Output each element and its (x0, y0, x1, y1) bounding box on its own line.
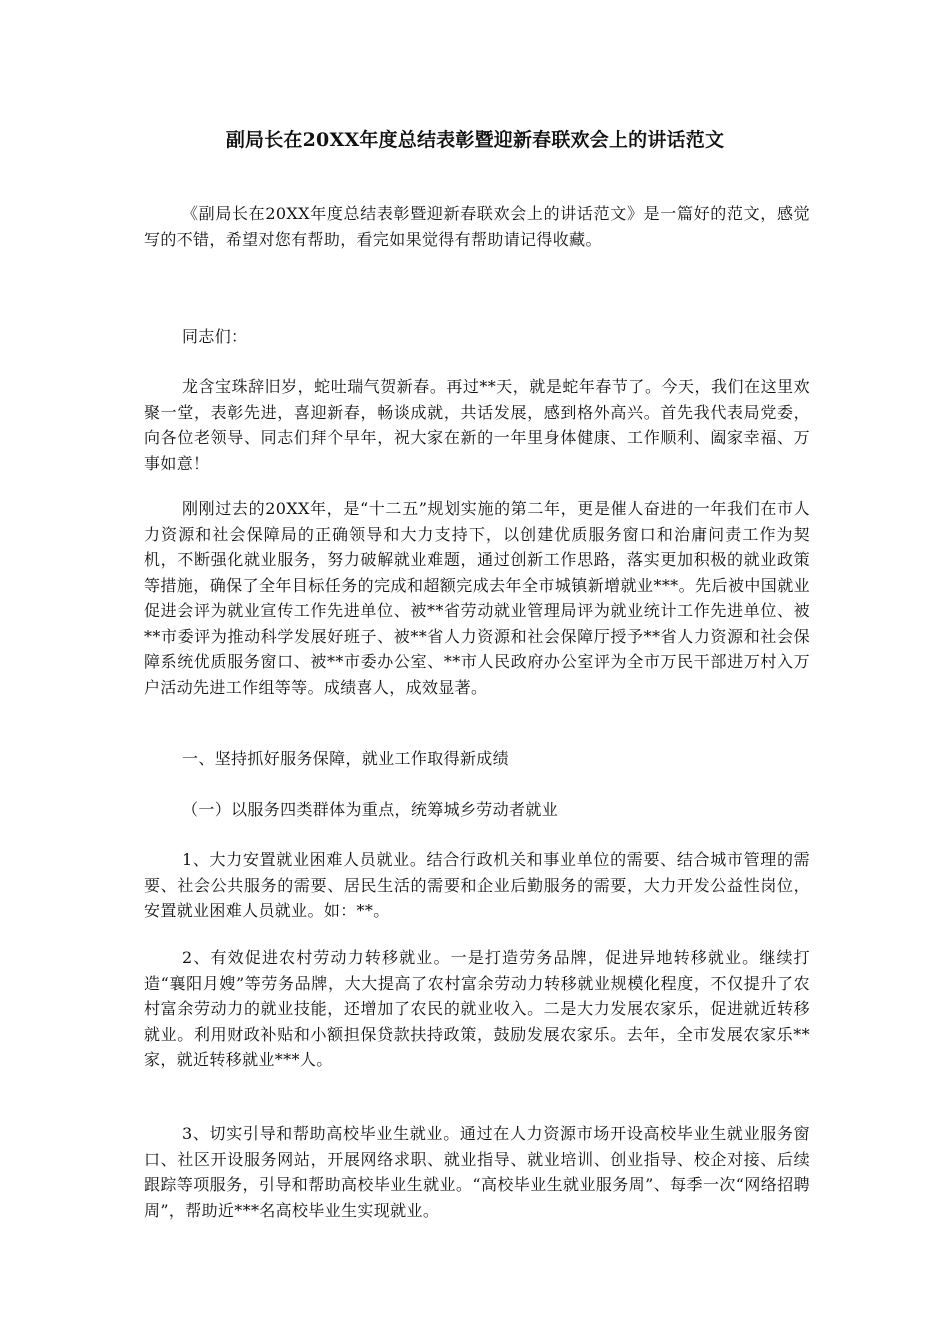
body-paragraph: 1、大力安置就业困难人员就业。结合行政机关和事业单位的需要、结合城市管理的需要、社会公共服务的需要、居民生活的需要和企业后勤服务的需要，大力开发公益性岗位，安置就业困难人员就业。如：**。 (144, 850, 810, 920)
body-paragraph: 刚刚过去的20XX年，是“十二五”规划实施的第二年，更是催人奋进的一年我们在市人力资源和社会保障局的正确领导和大力支持下，以创建优质服务窗口和治庸问责工作为契机，不断强化就业服务，努力破解就业难题，通过创新工作思路，落实更加积极的就业政策等措施，确保了全年目标任务的完成和超额完成去年全市城镇新增就业***。先后被中国就业促进会评为就业宣传工作先进单位、被**省劳动就业管理局评为就业统计工作先进单位、被**市委评为推动科学发展好班子、被**省人力资源和社会保障厅授予**省人力资源和社会保障系统优质服务窗口、被**市委办公室、**市人民政府办公室评为全市万民干部进万村入万户活动先进工作组等等。成绩喜人，成效显著。 (144, 499, 810, 697)
subsection-heading: （一）以服务四类群体为重点，统筹城乡劳动者就业 (182, 800, 559, 819)
document-title: 副局长在20XX年度总结表彰暨迎新春联欢会上的讲话范文 (225, 129, 725, 151)
body-paragraph: 3、切实引导和帮助高校毕业生就业。通过在人力资源市场开设高校毕业生就业服务窗口、社区开设服务网站，开展网络求职、就业指导、就业培训、创业指导、校企对接、后续跟踪等项服务，引导和帮助高校毕业生就业。“高校毕业生就业服务周”、每季一次“网络招聘周”，帮助近***名高校毕业生实现就业。 (144, 1124, 810, 1220)
section-heading: 一、坚持抓好服务保障，就业工作取得新成绩 (182, 749, 510, 768)
intro-paragraph: 《副局长在20XX年度总结表彰暨迎新春联欢会上的讲话范文》是一篇好的范文，感觉写的不错，希望对您有帮助，看完如果觉得有帮助请记得收藏。 (144, 204, 810, 249)
body-paragraph: 2、有效促进农村劳动力转移就业。一是打造劳务品牌，促进异地转移就业。继续打造“襄阳月嫂”等劳务品牌，大大提高了农村富余劳动力转移就业规模化程度，不仅提升了农村富余劳动力的就业技能，还增加了农民的就业收入。二是大力发展农家乐，促进就近转移就业。利用财政补贴和小额担保贷款扶持政策，鼓励发展农家乐。去年，全市发展农家乐**家，就近转移就业***人。 (144, 948, 810, 1069)
greeting: 同志们： (182, 327, 248, 346)
body-paragraph: 龙含宝珠辞旧岁，蛇吐瑞气贺新春。再过**天，就是蛇年春节了。今天，我们在这里欢聚一堂，表彰先进，喜迎新春，畅谈成就，共话发展，感到格外高兴。首先我代表局党委，向各位老领导、同志们拜个早年，祝大家在新的一年里身体健康、工作顺利、阖家幸福、万事如意！ (144, 377, 810, 473)
